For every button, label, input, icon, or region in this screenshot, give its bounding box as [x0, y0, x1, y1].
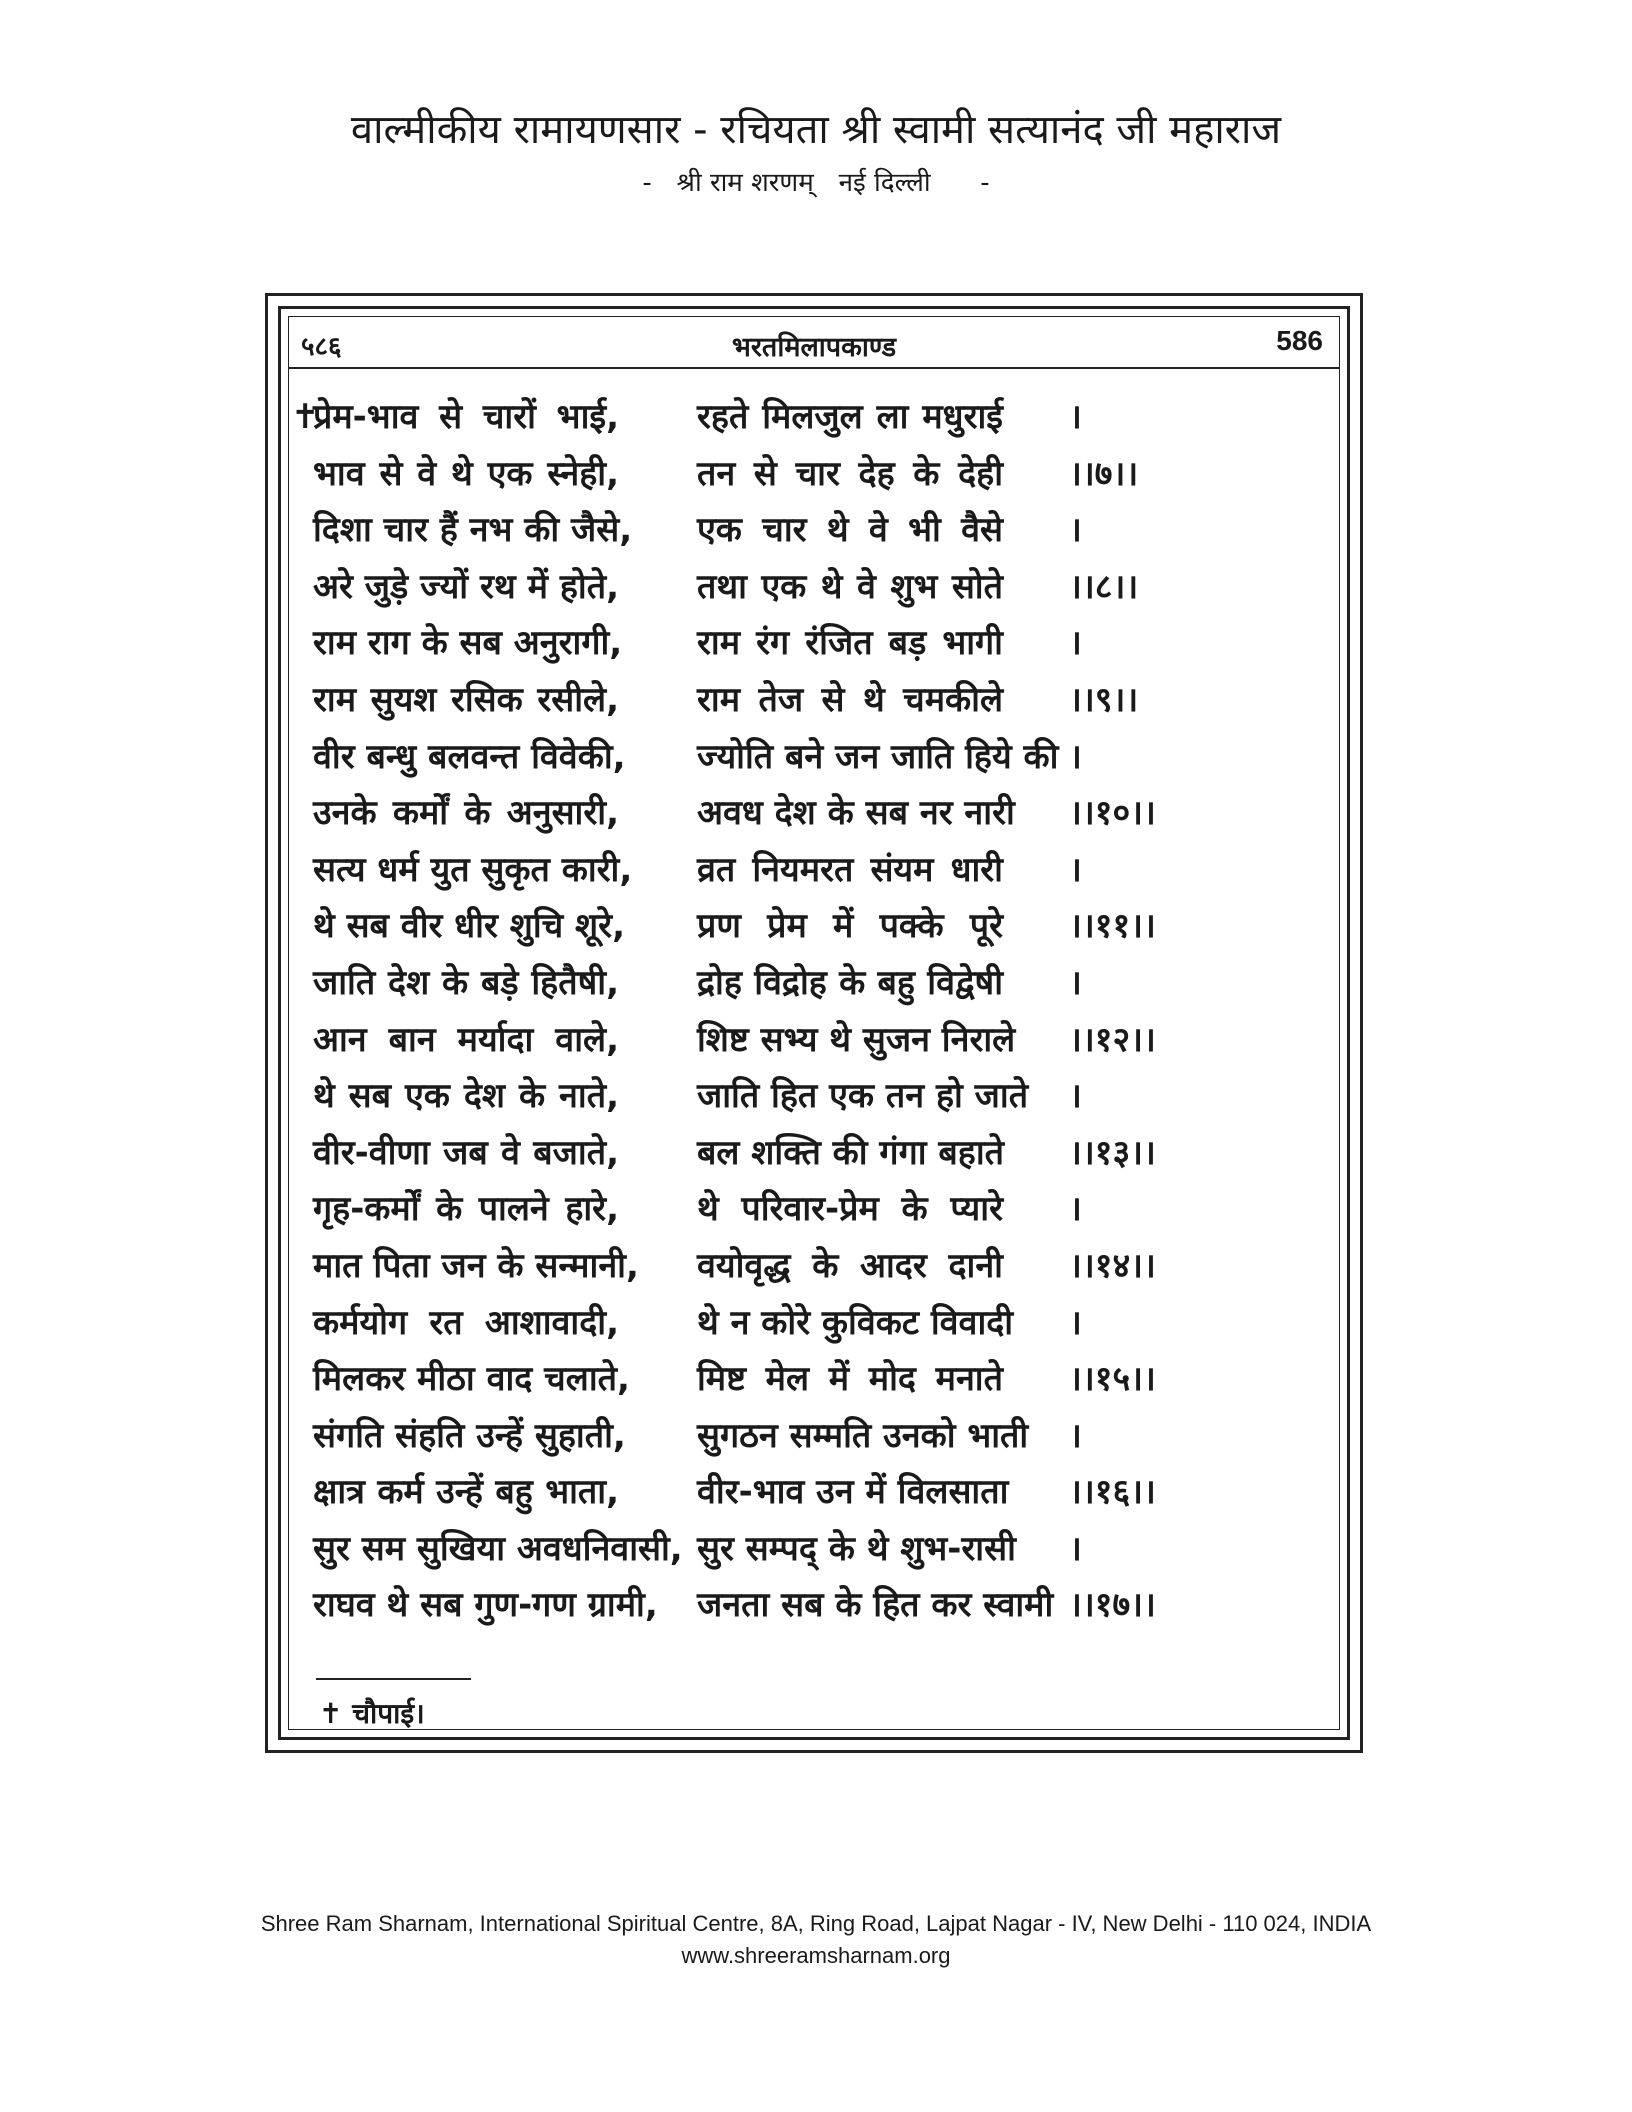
verse-number: ।।९।। — [1069, 679, 1139, 720]
page-number-devanagari: ५८६ — [301, 332, 342, 362]
verse-left: मिलकर मीठा वाद चलाते, — [313, 1359, 630, 1400]
verse-number: ।।१४।। — [1069, 1245, 1156, 1286]
verse-right: तन से चार देह के देही — [697, 453, 1003, 494]
verse-line — [289, 389, 1339, 446]
verse-right: जाति हित एक तन हो जाते — [697, 1076, 1029, 1117]
verse-line — [289, 1577, 1339, 1634]
verse-line — [289, 672, 1339, 729]
verse-number: । — [1069, 1076, 1082, 1117]
verse-line — [289, 1295, 1339, 1352]
footer-website: www.shreeramsharnam.org — [681, 1943, 951, 1968]
verse-line — [289, 1238, 1339, 1295]
verse-line — [289, 785, 1339, 842]
verse-line — [289, 1408, 1339, 1465]
verse-line — [289, 955, 1339, 1012]
verse-left: राघव थे सब गुण-गण ग्रामी, — [313, 1585, 658, 1626]
page-frame — [265, 293, 1363, 1753]
verse-number: । — [1069, 1302, 1082, 1343]
verse-left: राम राग के सब अनुरागी, — [313, 623, 623, 664]
verse-left: अरे जुड़े ज्यों रथ में होते, — [313, 566, 619, 607]
verse-right: थे न कोरे कुविकट विवादी — [697, 1302, 1014, 1343]
verse-right: वीर-भाव उन में विलसाता — [697, 1472, 1009, 1513]
verse-right: तथा एक थे वे शुभ सोते — [697, 566, 1003, 607]
verse-right: थे परिवार-प्रेम के प्यारे — [697, 1189, 1003, 1230]
verse-number: । — [1069, 623, 1082, 664]
verse-left: सुर सम सुखिया अवधनिवासी, — [313, 1528, 683, 1569]
verse-right: द्रोह विद्रोह के बहु विद्वेषी — [697, 962, 1003, 1003]
book-page-header — [289, 317, 1339, 369]
verse-line — [289, 1012, 1339, 1069]
verse-number: । — [1069, 962, 1082, 1003]
verse-line — [289, 502, 1339, 559]
verse-number: । — [1069, 1189, 1082, 1230]
page-frame-inner — [278, 306, 1350, 1740]
verse-number: । — [1069, 510, 1082, 551]
footer-address: Shree Ram Sharnam, International Spiritual Centre, 8A, Ring Road, Lajpat Nagar - IV, New Delhi - 110 024, INDIA — [260, 1911, 1372, 1936]
verse-left: संगति संहति उन्हें सुहाती, — [313, 1415, 626, 1456]
verse-left: कर्मयोग रत आशावादी, — [313, 1302, 619, 1343]
verse-line — [289, 729, 1339, 786]
verse-number: ।।११।। — [1069, 906, 1156, 947]
verse-left: क्षात्र कर्म उन्हें बहु भाता, — [313, 1472, 619, 1513]
cross-icon: ✝ — [291, 397, 320, 437]
verse-left: गृह-कर्मों के पालने हारे, — [313, 1189, 619, 1230]
verse-number: ।।१६।। — [1069, 1472, 1156, 1513]
document-subtitle: - श्री राम शरणम् नई दिल्ली - — [642, 168, 990, 198]
verse-line — [289, 559, 1339, 616]
footnote: ✝ चौपाई। — [319, 1697, 425, 1730]
verse-right: सुगठन सम्मति उनको भाती — [697, 1415, 1029, 1456]
verse-left: प्रेम-भाव से चारों भाई, — [313, 397, 619, 437]
verse-right: व्रत नियमरत संयम धारी — [697, 849, 1003, 890]
verse-line — [289, 898, 1339, 955]
verse-right: सुर सम्पद् के थे शुभ-रासी — [697, 1528, 1016, 1569]
verse-line — [289, 446, 1339, 503]
page-number: 586 — [1276, 325, 1323, 356]
verse-line — [289, 615, 1339, 672]
verse-line — [289, 1464, 1339, 1521]
verse-line — [289, 1351, 1339, 1408]
verse-left: थे सब वीर धीर शुचि शूरे, — [313, 906, 626, 947]
verse-right: एक चार थे वे भी वैसे — [697, 510, 1003, 551]
verse-right: राम तेज से थे चमकीले — [697, 679, 1003, 720]
verse-right: शिष्ट सभ्य थे सुजन निराले — [697, 1019, 1016, 1060]
verse-number: ।।७।। — [1069, 453, 1139, 494]
verse-right: प्रण प्रेम में पक्के पूरे — [697, 906, 1003, 947]
verse-number: ।।१०।। — [1069, 793, 1156, 834]
verse-right: अवध देश के सब नर नारी — [697, 793, 1015, 834]
verse-number: ।।१७।। — [1069, 1585, 1156, 1626]
verse-line — [289, 1521, 1339, 1578]
verse-list — [289, 389, 1339, 1634]
verse-number: । — [1069, 1528, 1082, 1569]
verse-number: ।।१३।। — [1069, 1132, 1156, 1173]
verse-number: । — [1069, 849, 1082, 890]
verse-left: मात पिता जन के सन्मानी, — [313, 1245, 639, 1286]
verse-left: दिशा चार हैं नभ की जैसे, — [313, 510, 633, 551]
verse-right: मिष्ट मेल में मोद मनाते — [697, 1359, 1003, 1400]
verse-left: सत्य धर्म युत सुकृत कारी, — [313, 849, 633, 890]
verse-number: ।।१५।। — [1069, 1359, 1156, 1400]
verse-left: वीर बन्धु बलवन्त विवेकी, — [313, 736, 626, 777]
verse-number: । — [1069, 1415, 1082, 1456]
verse-right: ज्योति बने जन जाति हिये की — [697, 736, 1059, 777]
verse-line — [289, 842, 1339, 899]
verse-right: वयोवृद्ध के आदर दानी — [697, 1245, 1003, 1286]
verse-left: आन बान मर्यादा वाले, — [313, 1019, 619, 1060]
verse-left: राम सुयश रसिक रसीले, — [313, 679, 619, 720]
verse-left: उनके कर्मों के अनुसारी, — [313, 793, 619, 834]
verse-left: जाति देश के बड़े हितैषी, — [313, 962, 619, 1003]
verse-right: बल शक्ति की गंगा बहाते — [697, 1132, 1005, 1173]
verse-left: थे सब एक देश के नाते, — [313, 1076, 619, 1117]
verse-number: ।।१२।। — [1069, 1019, 1156, 1060]
verse-line — [289, 1181, 1339, 1238]
page-content — [288, 316, 1340, 1730]
verse-right: रहते मिलजुल ला मधुराई — [697, 397, 1003, 437]
verse-left: वीर-वीणा जब वे बजाते, — [313, 1132, 619, 1173]
verse-line — [289, 1125, 1339, 1182]
verse-right: राम रंग रंजित बड़ भागी — [697, 623, 1003, 664]
document-title: वाल्मीकीय रामायणसार - रचियता श्री स्वामी सत्यानंद जी महाराज — [350, 107, 1282, 153]
verse-right: जनता सब के हित कर स्वामी — [697, 1585, 1054, 1626]
verse-number: । — [1069, 736, 1082, 777]
verse-left: भाव से वे थे एक स्नेही, — [313, 453, 619, 494]
verse-number: । — [1069, 397, 1082, 437]
verse-number: ।।८।। — [1069, 566, 1139, 607]
section-title: भरतमिलापकाण्ड — [731, 332, 897, 363]
footnote-divider — [316, 1678, 471, 1680]
verse-line — [289, 1068, 1339, 1125]
